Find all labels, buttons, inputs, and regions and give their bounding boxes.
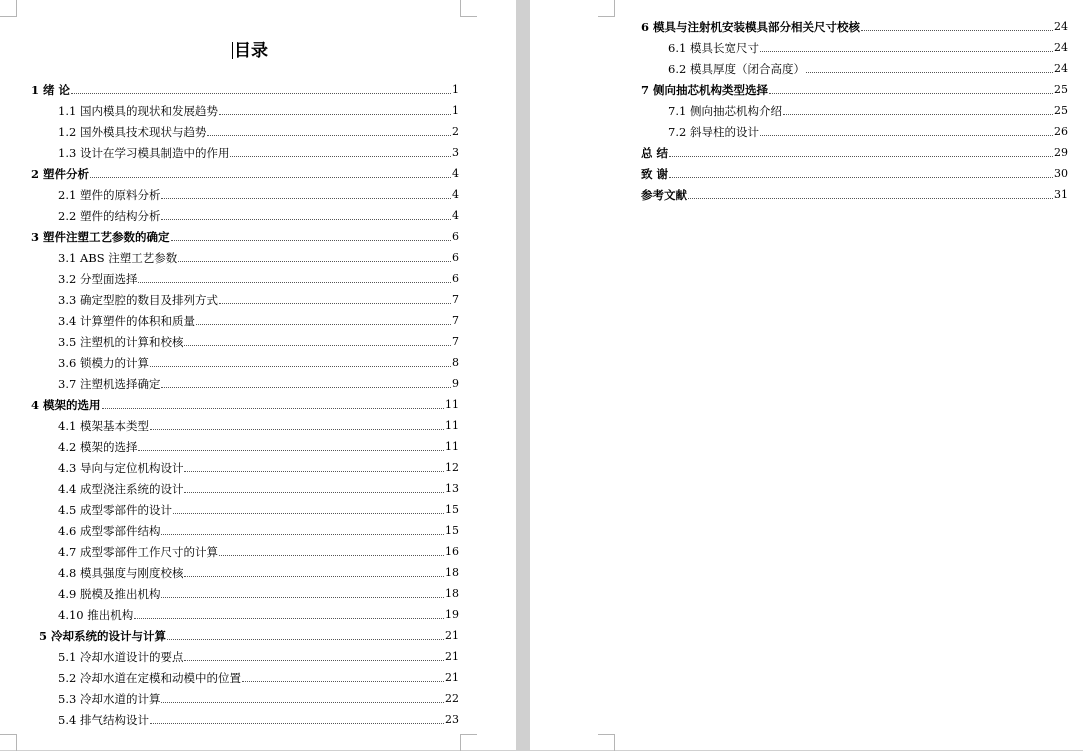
- toc-page-number: 8: [452, 356, 459, 369]
- toc-entry-text: 3 塑件注塑工艺参数的确定: [31, 230, 170, 244]
- dot-leader: [230, 156, 451, 157]
- toc-page-number: 21: [445, 671, 459, 684]
- toc-entry[interactable]: [58, 270, 459, 288]
- dot-leader: [71, 93, 451, 94]
- dot-leader: [138, 450, 444, 451]
- toc-page-number: 16: [445, 545, 459, 558]
- toc-entry-text: 3.7 注塑机选择确定: [58, 377, 161, 391]
- dot-leader: [184, 660, 444, 661]
- toc-page-number: 1: [452, 83, 459, 96]
- toc-entry-text: 6.1 模具长宽尺寸: [668, 41, 759, 55]
- toc-entry-text: 4.2 模架的选择: [58, 440, 138, 454]
- dot-leader: [207, 135, 451, 136]
- toc-entry-text: 2 塑件分析: [31, 167, 90, 181]
- dot-leader: [161, 387, 451, 388]
- toc-entry[interactable]: [58, 501, 459, 519]
- dot-leader: [760, 135, 1053, 136]
- toc-page-number: 24: [1054, 20, 1068, 33]
- toc-entry-text: 4.8 模具强度与刚度校核: [58, 566, 184, 580]
- toc-page-number: 4: [452, 188, 459, 201]
- toc-entry-text: 3.6 锁模力的计算: [58, 356, 149, 370]
- toc-page-number: 7: [452, 314, 459, 327]
- toc-heading[interactable]: [0, 36, 500, 61]
- toc-entry[interactable]: [58, 459, 459, 477]
- toc-entry[interactable]: [58, 417, 459, 435]
- toc-page-number: 3: [452, 146, 459, 159]
- toc-entry[interactable]: [58, 711, 459, 729]
- dot-leader: [669, 177, 1053, 178]
- toc-entry[interactable]: [58, 249, 459, 267]
- toc-entry-text: 7.2 斜导柱的设计: [668, 125, 759, 139]
- toc-page-number: 6: [452, 272, 459, 285]
- toc-entry[interactable]: [31, 228, 459, 246]
- dot-leader: [134, 618, 444, 619]
- toc-entry[interactable]: [31, 81, 459, 99]
- toc-entry-text: 4.7 成型零部件工作尺寸的计算: [58, 545, 218, 559]
- toc-entry-text: 4.3 导向与定位机构设计: [58, 461, 184, 475]
- dot-leader: [184, 492, 444, 493]
- toc-page-number: 4: [452, 209, 459, 222]
- toc-entry-text: 4.1 模架基本类型: [58, 419, 149, 433]
- toc-entry[interactable]: [58, 543, 459, 561]
- toc-entry-text: 4 模架的选用: [31, 398, 101, 412]
- dot-leader: [138, 282, 451, 283]
- toc-heading-text: 目录: [234, 41, 268, 61]
- toc-entry-text: 2.1 塑件的原料分析: [58, 188, 161, 202]
- toc-entry[interactable]: [58, 123, 459, 141]
- dot-leader: [769, 93, 1053, 94]
- dot-leader: [161, 597, 444, 598]
- toc-page-number: 13: [445, 482, 459, 495]
- toc-entry[interactable]: [58, 333, 459, 351]
- toc-entry-text: 4.6 成型零部件结构: [58, 524, 161, 538]
- dot-leader: [184, 576, 444, 577]
- dot-leader: [161, 534, 444, 535]
- toc-entry-text: 5.4 排气结构设计: [58, 713, 149, 727]
- toc-entry[interactable]: [668, 102, 1068, 120]
- toc-entry[interactable]: [58, 144, 459, 162]
- toc-entry-text: 4.4 成型浇注系统的设计: [58, 482, 184, 496]
- dot-leader: [783, 114, 1053, 115]
- toc-entry-text: 3.2 分型面选择: [58, 272, 138, 286]
- toc-entry-text: 3.1 ABS 注塑工艺参数: [58, 251, 178, 265]
- dot-leader: [688, 198, 1053, 199]
- toc-page-number: 31: [1054, 188, 1068, 201]
- dot-leader: [161, 198, 451, 199]
- toc-page-number: 12: [445, 461, 459, 474]
- toc-entry[interactable]: [58, 669, 459, 687]
- toc-page-number: 21: [445, 629, 459, 642]
- toc-entry[interactable]: [58, 186, 459, 204]
- dot-leader: [219, 303, 451, 304]
- toc-entry[interactable]: [31, 396, 459, 414]
- crop-mark: [0, 0, 17, 17]
- dot-leader: [178, 261, 451, 262]
- toc-entry-text: 6.2 模具厚度（闭合高度）: [668, 62, 805, 76]
- toc-page-number: 29: [1054, 146, 1068, 159]
- toc-page-number: 30: [1054, 167, 1068, 180]
- toc-entry[interactable]: [668, 123, 1068, 141]
- dot-leader: [861, 30, 1053, 31]
- toc-page-number: 18: [445, 566, 459, 579]
- toc-page-number: 15: [445, 503, 459, 516]
- toc-entry[interactable]: [58, 438, 459, 456]
- dot-leader: [184, 471, 444, 472]
- toc-entry[interactable]: [58, 207, 459, 225]
- toc-page-number: 25: [1054, 83, 1068, 96]
- toc-entry[interactable]: [58, 564, 459, 582]
- toc-entry-text: 5 冷却系统的设计与计算: [39, 629, 167, 643]
- toc-entry-text: 致 谢: [641, 167, 669, 181]
- dot-leader: [161, 219, 451, 220]
- dot-leader: [150, 723, 444, 724]
- toc-page-number: 11: [445, 419, 459, 432]
- dot-leader: [161, 702, 444, 703]
- toc-entry-text: 1 绪 论: [31, 83, 71, 97]
- toc-page-number: 11: [445, 398, 459, 411]
- toc-entry[interactable]: [58, 354, 459, 372]
- toc-entry[interactable]: [668, 60, 1068, 78]
- dot-leader: [90, 177, 451, 178]
- toc-entry[interactable]: [58, 480, 459, 498]
- crop-mark: [460, 734, 477, 751]
- toc-entry[interactable]: [668, 39, 1068, 57]
- toc-page-number: 11: [445, 440, 459, 453]
- left-page: [0, 0, 516, 750]
- toc-entry[interactable]: [58, 291, 459, 309]
- toc-page-number: 19: [445, 608, 459, 621]
- toc-page-number: 22: [445, 692, 459, 705]
- toc-page-number: 4: [452, 167, 459, 180]
- dot-leader: [806, 72, 1053, 73]
- toc-entry[interactable]: [58, 375, 459, 393]
- toc-entry-text: 1.2 国外模具技术现状与趋势: [58, 125, 207, 139]
- toc-page-number: 6: [452, 230, 459, 243]
- toc-page-number: 7: [452, 293, 459, 306]
- toc-page-number: 26: [1054, 125, 1068, 138]
- toc-entry-text: 4.5 成型零部件的设计: [58, 503, 172, 517]
- toc-entry-text: 4.10 推出机构: [58, 608, 134, 622]
- toc-page-number: 6: [452, 251, 459, 264]
- right-page: [530, 0, 1083, 750]
- toc-page-number: 18: [445, 587, 459, 600]
- toc-page-number: 1: [452, 104, 459, 117]
- toc-entry-text: 5.1 冷却水道设计的要点: [58, 650, 184, 664]
- toc-entry[interactable]: [641, 81, 1068, 99]
- toc-entry-text: 总 结: [641, 146, 669, 160]
- dot-leader: [167, 639, 444, 640]
- toc-entry-text: 4.9 脱模及推出机构: [58, 587, 161, 601]
- toc-entry[interactable]: [58, 312, 459, 330]
- toc-page-number: 23: [445, 713, 459, 726]
- dot-leader: [173, 513, 444, 514]
- toc-entry[interactable]: [58, 606, 459, 624]
- toc-page-number: 24: [1054, 62, 1068, 75]
- toc-entry-text: 参考文献: [641, 188, 687, 202]
- dot-leader: [150, 429, 444, 430]
- toc-page-number: 7: [452, 335, 459, 348]
- toc-entry-text: 7.1 侧向抽芯机构介绍: [668, 104, 782, 118]
- toc-entry[interactable]: [31, 165, 459, 183]
- crop-mark: [460, 0, 477, 17]
- toc-entry-text: 3.5 注塑机的计算和校核: [58, 335, 184, 349]
- toc-entry-text: 3.4 计算塑件的体积和质量: [58, 314, 195, 328]
- dot-leader: [150, 366, 451, 367]
- dot-leader: [242, 681, 444, 682]
- toc-entry[interactable]: [641, 144, 1068, 162]
- toc-entry-text: 1.1 国内模具的现状和发展趋势: [58, 104, 218, 118]
- dot-leader: [219, 555, 444, 556]
- crop-mark: [0, 734, 17, 751]
- dot-leader: [669, 156, 1053, 157]
- toc-entry[interactable]: [641, 18, 1068, 36]
- toc-entry[interactable]: [39, 627, 459, 645]
- crop-mark: [598, 734, 615, 751]
- toc-page-number: 24: [1054, 41, 1068, 54]
- toc-entry-text: 5.2 冷却水道在定模和动模中的位置: [58, 671, 241, 685]
- toc-page-number: 15: [445, 524, 459, 537]
- toc-entry[interactable]: [58, 648, 459, 666]
- toc-entry-text: 2.2 塑件的结构分析: [58, 209, 161, 223]
- toc-entry-text: 3.3 确定型腔的数目及排列方式: [58, 293, 218, 307]
- text-cursor: [232, 42, 233, 59]
- toc-page-number: 25: [1054, 104, 1068, 117]
- toc-entry[interactable]: [58, 102, 459, 120]
- toc-entry-text: 1.3 设计在学习模具制造中的作用: [58, 146, 230, 160]
- toc-entry[interactable]: [58, 690, 459, 708]
- toc-entry-text: 7 侧向抽芯机构类型选择: [641, 83, 769, 97]
- toc-entry[interactable]: [641, 165, 1068, 183]
- dot-leader: [184, 345, 451, 346]
- toc-entry[interactable]: [641, 186, 1068, 204]
- dot-leader: [219, 114, 451, 115]
- dot-leader: [171, 240, 451, 241]
- crop-mark: [598, 0, 615, 17]
- dot-leader: [196, 324, 451, 325]
- toc-entry[interactable]: [58, 522, 459, 540]
- toc-page-number: 2: [452, 125, 459, 138]
- dot-leader: [102, 408, 444, 409]
- toc-entry-text: 6 模具与注射机安装模具部分相关尺寸校核: [641, 20, 861, 34]
- dot-leader: [760, 51, 1053, 52]
- toc-entry-text: 5.3 冷却水道的计算: [58, 692, 161, 706]
- toc-page-number: 9: [452, 377, 459, 390]
- toc-page-number: 21: [445, 650, 459, 663]
- toc-entry[interactable]: [58, 585, 459, 603]
